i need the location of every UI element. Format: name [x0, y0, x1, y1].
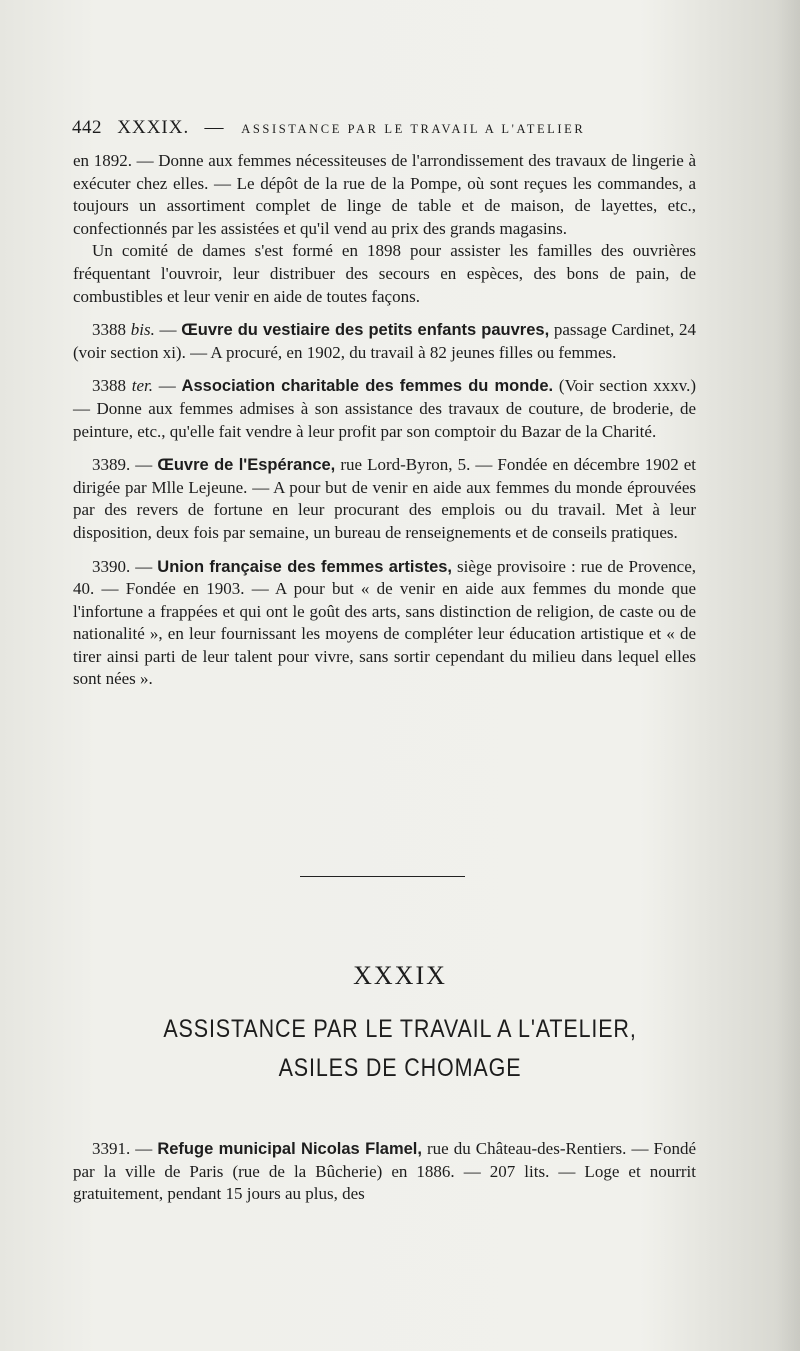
entry-name: Association charitable des femmes du monde. [181, 377, 554, 396]
entry-text: rue Lord-Byron, 5. — Fondée en décembre 1902 et dirigée par Mlle Lejeune. — A pour but de venir en aide aux femmes du monde éprouvées par des revers de fortune en leur procurant des emplois ou du travail. Met à leur disposition, deux fois par semaine, un bureau de renseignements et de conseils pratiques. [73, 455, 697, 542]
entry-suffix: ter. [131, 376, 154, 396]
entry-number: 3388 [92, 320, 126, 340]
entry-suffix: bis. [130, 320, 155, 340]
entry-3388-bis [73, 319, 696, 364]
entry-3389 [73, 454, 696, 544]
section-title-line-1: ASSISTANCE PAR LE TRAVAIL A L'ATELIER, [163, 1015, 637, 1043]
running-head-title: ASSISTANCE PAR LE TRAVAIL A L'ATELIER [241, 122, 586, 136]
entry-separator: — [154, 320, 182, 340]
entry-text: passage Cardinet, 24 (voir section xi). — A procuré, en 1902, du travail à 82 jeunes filles ou femmes. [73, 320, 697, 362]
entry-number: 3389. [92, 455, 131, 475]
entry-number: 3390. [92, 556, 131, 576]
section-title-line-2: ASILES DE CHOMAGE [278, 1054, 522, 1082]
entry-name: Refuge municipal Nicolas Flamel, [157, 1140, 422, 1158]
running-head [72, 117, 712, 139]
section-number: XXXIX [353, 961, 447, 990]
section-text [73, 1138, 696, 1206]
entry-text: siège provisoire : rue de Provence, 40. — Fondée en 1903. — A pour but « de venir en aide aux femmes du monde que l'infortune a frappées et qui ont le goût des arts, sans distinction de religion, de caste ou de nationalité », en leur fournissant les moyens de compléter leur éducation artistique et « de tirer ainsi parti de leur talent pour vivre, sans sortir cependant du milieu dans lequel elles sont nées ». [73, 556, 696, 689]
paragraph-continued: en 1892. — Donne aux femmes nécessiteuses de l'arrondissement des travaux de lingerie à exécuter chez elles. — Le dépôt de la rue de la Pompe, où sont reçues les commandes, a toujours un assortiment complet de linge de table et de maison, de layettes, etc., confectionnés par les assistées et qu'il vend au prix des grands magasins. [73, 151, 696, 238]
main-text [73, 150, 696, 691]
entry-number: 3391. [92, 1139, 131, 1158]
entry-name: Union française des femmes artistes, [157, 557, 453, 576]
running-head-dash: — [204, 117, 224, 138]
entry-text: rue du Château-des-Rentiers. — Fondé par la ville de Paris (rue de la Bûcherie) en 1886. — 207 lits. — Loge et nourrit gratuitement, pendant 15 jours au plus, des [73, 1139, 696, 1204]
entry-text: (Voir section xxxv.) — Donne aux femmes admises à son assistance des travaux de couture, de broderie, de peinture, etc., qu'elle fait vendre à leur profit par son comptoir du Bazar de la Charité. [73, 376, 697, 441]
entry-separator: — [153, 376, 182, 396]
entry-name: Œuvre du vestiaire des petits enfants pauvres, [181, 321, 550, 340]
entry-3391 [73, 1138, 696, 1206]
entry-3388-ter [73, 375, 696, 443]
paragraph-comite: Un comité de dames s'est formé en 1898 pour assister les familles des ouvrières fréquentant l'ouvroir, leur distribuer des secours en espèces, des bons de pain, de combustibles et leur venir en aide de toutes façons. [73, 241, 696, 306]
entry-separator: — [130, 1139, 158, 1158]
chapter-number: XXXIX. [117, 117, 190, 138]
page-number: 442 [72, 117, 102, 138]
section-divider-rule [300, 876, 465, 877]
entry-3390 [73, 556, 696, 692]
entry-number: 3388 [92, 376, 126, 396]
entry-separator: — [130, 455, 158, 475]
entry-name: Œuvre de l'Espérance, [157, 456, 336, 475]
entry-separator: — [130, 556, 158, 576]
